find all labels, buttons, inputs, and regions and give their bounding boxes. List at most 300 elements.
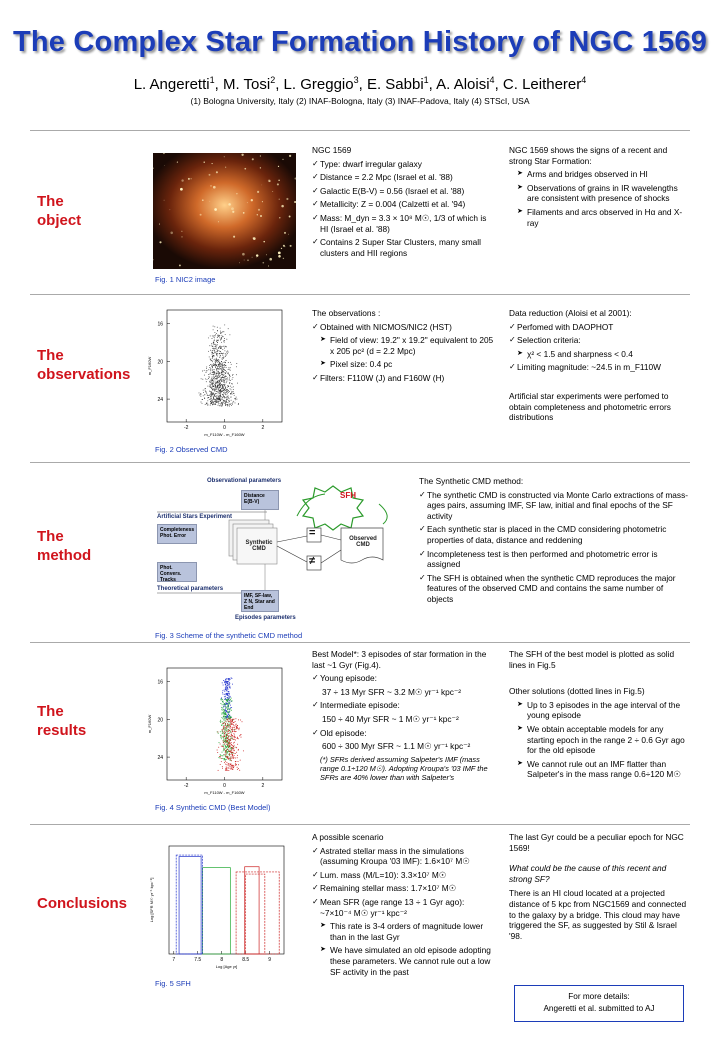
synthetic-cmd-point: [231, 738, 232, 739]
synthetic-cmd-point: [238, 729, 239, 730]
cmd-point: [224, 364, 225, 365]
cmd-point: [212, 358, 213, 359]
cmd-point: [225, 362, 226, 363]
cmd-point: [228, 392, 229, 393]
cmd-point: [222, 365, 223, 366]
cmd-point: [216, 373, 217, 374]
synthetic-cmd-point: [230, 724, 231, 725]
cmd-point: [211, 360, 212, 361]
synthetic-cmd-point: [224, 718, 225, 719]
synthetic-cmd-point: [227, 718, 228, 719]
cmd-point: [214, 396, 215, 397]
synthetic-cmd-point: [232, 769, 233, 770]
cmd-point: [218, 388, 219, 389]
galaxy-star: [289, 155, 291, 157]
synthetic-cmd-point: [228, 699, 229, 700]
divider: [30, 130, 690, 131]
cmd-point: [235, 402, 236, 403]
cmd-point: [222, 377, 223, 378]
cmd-point: [229, 334, 230, 335]
synthetic-cmd-point: [240, 760, 241, 761]
synthetic-cmd-point: [226, 754, 227, 755]
cmd-point: [223, 388, 224, 389]
diagram-imf-box: IMF, SF-law, Z N, Star and End: [241, 590, 279, 612]
conclusions-p1: The last Gyr could be a peculiar epoch for NGC 1569!: [509, 832, 684, 853]
cmd-point: [229, 369, 230, 370]
cmd-point: [226, 346, 227, 347]
synthetic-cmd-point: [238, 750, 239, 751]
cmd-point: [218, 377, 219, 378]
divider: [30, 824, 690, 825]
cmd-point: [222, 394, 223, 395]
cmd-point: [231, 364, 232, 365]
cmd-point: [221, 379, 222, 380]
observed-cmd-frame: [167, 310, 282, 422]
cmd-point: [213, 356, 214, 357]
synthetic-cmd-point: [232, 727, 233, 728]
synthetic-cmd-point: [230, 722, 231, 723]
galaxy-star: [257, 191, 259, 193]
cmd-point: [211, 360, 212, 361]
synthetic-cmd-point: [227, 701, 228, 702]
cmd-point: [217, 385, 218, 386]
synthetic-cmd-plot: [145, 660, 290, 800]
cmd-point: [225, 353, 226, 354]
cmd-point: [222, 357, 223, 358]
cmd-point: [218, 366, 219, 367]
synthetic-cmd-point: [231, 765, 232, 766]
synthetic-cmd-point: [230, 727, 231, 728]
cmd-point: [215, 382, 216, 383]
cmd-point: [224, 393, 225, 394]
galaxy-star: [209, 201, 210, 202]
synthetic-cmd-point: [224, 691, 225, 692]
cmd-point: [227, 373, 228, 374]
synthetic-cmd-point: [226, 693, 227, 694]
synthetic-cmd-point: [229, 698, 230, 699]
synthetic-cmd-point: [222, 736, 223, 737]
sfh-x-tick-label: 8: [220, 957, 224, 963]
cmd-point: [232, 404, 233, 405]
scenario-item: ✓ Mean SFR (age range 13 ÷ 1 Gyr ago): ~7×10⁻⁴ M☉ yr⁻¹ kpc⁻²: [312, 897, 498, 918]
cmd-point: [210, 385, 211, 386]
synthetic-cmd-point: [227, 723, 228, 724]
synthetic-cmd-point: [237, 744, 238, 745]
cmd-point: [223, 368, 224, 369]
synthetic-cmd-point: [237, 755, 238, 756]
cmd-point: [226, 381, 227, 382]
synthetic-cmd-point: [225, 705, 226, 706]
synthetic-cmd-point: [222, 724, 223, 725]
cmd-point: [216, 383, 217, 384]
cmd-point: [220, 404, 221, 405]
synthetic-cmd-point: [223, 728, 224, 729]
synthetic-cmd-point: [224, 741, 225, 742]
synthetic-cmd-point: [220, 720, 221, 721]
galaxy-star: [164, 200, 165, 201]
cmd-point: [229, 398, 230, 399]
observations-col2-tail: Artificial star experiments were perfomed to obtain completeness and photometric errors distributions: [509, 390, 671, 423]
cmd-point: [214, 365, 215, 366]
galaxy-star: [257, 214, 258, 215]
cmd-point: [202, 379, 203, 380]
synthetic-cmd-point: [239, 735, 240, 736]
cmd-point: [216, 369, 217, 370]
cmd-point: [227, 398, 228, 399]
cmd-point: [210, 373, 211, 374]
synthetic-cmd-point: [229, 680, 230, 681]
cmd-point: [200, 396, 201, 397]
synthetic-cmd-point: [229, 724, 230, 725]
cmd-point: [218, 398, 219, 399]
synthetic-cmd-point: [225, 764, 226, 765]
cmd-point: [225, 390, 226, 391]
cmd-point: [199, 395, 200, 396]
cmd-point: [220, 356, 221, 357]
cmd-point: [218, 365, 219, 366]
galaxy-star: [233, 236, 235, 238]
cmd-point: [212, 366, 213, 367]
cmd-point: [215, 401, 216, 402]
cmd-point: [231, 387, 232, 388]
synthetic-cmd-point: [234, 736, 235, 737]
synthetic-cmd-point: [230, 740, 231, 741]
galaxy-star: [170, 232, 173, 235]
cmd-point: [219, 362, 220, 363]
synthetic-cmd-point: [225, 729, 226, 730]
cmd-point: [206, 403, 207, 404]
cmd-point: [206, 393, 207, 394]
cmd-point: [236, 397, 237, 398]
cmd-point: [216, 382, 217, 383]
synthetic-cmd-point: [224, 736, 225, 737]
conclusions-col1-head: A possible scenario: [312, 832, 384, 842]
synthetic-cmd-point: [228, 678, 229, 679]
cmd-point: [222, 331, 223, 332]
reduction-item: ✓ Limiting magnitude: ~24.5 in m_F110W: [509, 362, 689, 373]
synthetic-cmd-point: [226, 734, 227, 735]
cmd-point: [217, 377, 218, 378]
cmd-point: [206, 381, 207, 382]
cmd-point: [218, 374, 219, 375]
cmd-point: [211, 384, 212, 385]
cmd-point: [213, 326, 214, 327]
synthetic-cmd-point: [222, 758, 223, 759]
synthetic-cmd-point: [231, 749, 232, 750]
cmd-point: [229, 375, 230, 376]
divider: [30, 294, 690, 295]
galaxy-star: [209, 174, 211, 176]
cmd-point: [232, 377, 233, 378]
synthetic-cmd-point: [224, 759, 225, 760]
cmd-point: [212, 350, 213, 351]
cmd-point: [227, 405, 228, 406]
cmd-point: [225, 405, 226, 406]
synthetic-cmd-point: [232, 730, 233, 731]
cmd-point: [217, 349, 218, 350]
synthetic-cmd-point: [229, 716, 230, 717]
synthetic-cmd-point: [223, 735, 224, 736]
synthetic-cmd-point: [227, 753, 228, 754]
synthetic-cmd-point: [223, 742, 224, 743]
cmd-point: [215, 386, 216, 387]
cmd-point: [202, 371, 203, 372]
cmd-point: [214, 398, 215, 399]
cmd-point: [226, 389, 227, 390]
synthetic-cmd-point: [223, 744, 224, 745]
cmd-point: [221, 365, 222, 366]
synthetic-cmd-point: [229, 739, 230, 740]
synthetic-cmd-point: [228, 724, 229, 725]
cmd-point: [218, 371, 219, 372]
episode-item: ✓ Young episode:: [312, 673, 500, 684]
synthetic-cmd-point: [226, 731, 227, 732]
cmd-point: [203, 395, 204, 396]
results-col2-head: The SFH of the best model is plotted as solid lines in Fig.5: [509, 649, 675, 670]
cmd-point: [230, 367, 231, 368]
synthetic-cmd-point: [234, 742, 235, 743]
details-line1: For more details:: [568, 992, 630, 1001]
cmd-point: [201, 378, 202, 379]
cmd-point: [217, 342, 218, 343]
synthetic-cmd-point: [223, 719, 224, 720]
synthetic-cmd-point: [226, 740, 227, 741]
cmd-point: [224, 401, 225, 402]
diagram-observed-cmd: Observed CMD: [349, 536, 377, 548]
observed-cmd-plot: [145, 302, 290, 442]
cmd-point: [229, 391, 230, 392]
synthetic-cmd-point: [225, 738, 226, 739]
galaxy-star: [180, 188, 183, 191]
cmd-point: [227, 353, 228, 354]
cmd-point: [216, 340, 217, 341]
cmd-point: [229, 404, 230, 405]
cmd-point: [230, 393, 231, 394]
synthetic-cmd-point: [234, 745, 235, 746]
synthetic-cmd-point: [224, 725, 225, 726]
synthetic-cmd-point: [226, 716, 227, 717]
cmd-point: [211, 393, 212, 394]
galaxy-star: [213, 186, 216, 189]
synthetic-cmd-point: [226, 735, 227, 736]
cmd-point: [223, 392, 224, 393]
synthetic-cmd-point: [233, 752, 234, 753]
synthetic-cmd-point: [218, 770, 219, 771]
method-item: ✓ Incompleteness test is then performed and photometric error is assigned: [419, 549, 691, 570]
synthetic-cmd-point: [231, 752, 232, 753]
cmd-point: [212, 364, 213, 365]
cmd-point: [231, 389, 232, 390]
cmd-point: [222, 364, 223, 365]
cmd-point: [232, 394, 233, 395]
synthetic-cmd-point: [226, 739, 227, 740]
method-diagram: [157, 476, 407, 624]
synthetic-cmd-point: [225, 716, 226, 717]
cmd-point: [230, 380, 231, 381]
cmd-point: [206, 370, 207, 371]
cmd-point: [224, 350, 225, 351]
cmd-point: [231, 383, 232, 384]
cmd-point: [211, 394, 212, 395]
cmd-point: [215, 365, 216, 366]
cmd-point: [208, 374, 209, 375]
synthetic-cmd-point: [235, 729, 236, 730]
synthetic-cmd-point: [237, 738, 238, 739]
synthetic-cmd-point: [232, 739, 233, 740]
synthetic-cmd-point: [230, 759, 231, 760]
synthetic-cmd-point: [231, 677, 232, 678]
cmd-point: [223, 400, 224, 401]
cmd-point: [227, 390, 228, 391]
cmd-point: [225, 397, 226, 398]
cmd-point: [214, 374, 215, 375]
cmd-point: [224, 396, 225, 397]
synthetic-cmd-point: [240, 720, 241, 721]
cmd-point: [214, 337, 215, 338]
y-axis-label: m_F160W: [147, 714, 152, 734]
cmd-point: [208, 397, 209, 398]
cmd-point: [215, 403, 216, 404]
synthetic-cmd-point: [226, 714, 227, 715]
synthetic-cmd-point: [229, 711, 230, 712]
poster-title: The Complex Star Formation History of NGC 1569: [12, 26, 708, 58]
observations-col2: [509, 308, 689, 426]
cmd-point: [216, 348, 217, 349]
cmd-point: [214, 352, 215, 353]
synthetic-cmd-point: [225, 710, 226, 711]
galaxy-star: [200, 214, 202, 216]
galaxy-star: [272, 191, 273, 192]
synthetic-cmd-point: [227, 731, 228, 732]
cmd-point: [225, 360, 226, 361]
synthetic-cmd-point: [227, 689, 228, 690]
synthetic-cmd-point: [225, 708, 226, 709]
synthetic-cmd-point: [222, 752, 223, 753]
synthetic-cmd-point: [227, 700, 228, 701]
cmd-point: [218, 392, 219, 393]
cmd-point: [212, 379, 213, 380]
synthetic-cmd-point: [223, 737, 224, 738]
section-title-results: The results: [37, 703, 87, 739]
cmd-point: [228, 395, 229, 396]
sfh-plot: [145, 836, 290, 976]
synthetic-cmd-point: [224, 706, 225, 707]
synthetic-cmd-point: [224, 711, 225, 712]
synthetic-cmd-point: [226, 759, 227, 760]
synthetic-cmd-point: [237, 727, 238, 728]
cmd-point: [210, 403, 211, 404]
cmd-point: [226, 339, 227, 340]
reduction-item: ➤ χ² < 1.5 and sharpness < 0.4: [509, 349, 689, 360]
galaxy-star: [241, 154, 243, 156]
synthetic-cmd-point: [220, 736, 221, 737]
fig4-caption: Fig. 4 Synthetic CMD (Best Model): [155, 803, 271, 812]
synthetic-cmd-point: [218, 733, 219, 734]
cmd-point: [209, 399, 210, 400]
cmd-point: [216, 396, 217, 397]
synthetic-cmd-point: [238, 768, 239, 769]
cmd-point: [236, 374, 237, 375]
synthetic-cmd-point: [226, 762, 227, 763]
cmd-point: [230, 376, 231, 377]
section-title-method: The method: [37, 528, 92, 564]
cmd-point: [209, 374, 210, 375]
reduction-item: ✓ Perfomed with DAOPHOT: [509, 322, 689, 333]
synthetic-cmd-point: [233, 765, 234, 766]
synthetic-cmd-point: [236, 752, 237, 753]
cmd-point: [215, 360, 216, 361]
synthetic-cmd-point: [231, 767, 232, 768]
cmd-point: [234, 395, 235, 396]
galaxy-star: [284, 232, 286, 234]
cmd-point: [225, 356, 226, 357]
cmd-point: [228, 390, 229, 391]
cmd-point: [215, 383, 216, 384]
cmd-point: [212, 357, 213, 358]
cmd-point: [214, 371, 215, 372]
synthetic-cmd-point: [226, 718, 227, 719]
solution-item: ➤ We cannot rule out an IMF flatter than Salpeter's in the mass range 0.6÷120 M☉: [509, 759, 689, 780]
cmd-point: [210, 369, 211, 370]
cmd-point: [222, 349, 223, 350]
solution-item: ➤ We obtain acceptable models for any starting epoch in the range 2 ÷ 0.6 Gyr ago for the old episode: [509, 724, 689, 756]
object-fact: ✓ Mass: M_dyn = 3.3 × 10⁸ M☉, 1/3 of which is HI (Israel et al. '88): [312, 213, 494, 234]
cmd-point: [210, 386, 211, 387]
synthetic-cmd-point: [237, 737, 238, 738]
synthetic-cmd-point: [228, 714, 229, 715]
galaxy-star: [268, 266, 269, 267]
synthetic-cmd-point: [234, 750, 235, 751]
cmd-point: [204, 398, 205, 399]
cmd-point: [226, 391, 227, 392]
synthetic-cmd-point: [222, 692, 223, 693]
cmd-point: [214, 332, 215, 333]
cmd-point: [232, 379, 233, 380]
synthetic-cmd-point: [231, 748, 232, 749]
cmd-point: [224, 348, 225, 349]
cmd-point: [222, 385, 223, 386]
cmd-point: [225, 376, 226, 377]
cmd-point: [218, 396, 219, 397]
synthetic-cmd-point: [226, 711, 227, 712]
fig3-caption: Fig. 3 Scheme of the synthetic CMD method: [155, 631, 303, 640]
cmd-point: [204, 394, 205, 395]
sfh-x-tick-label: 7.5: [194, 957, 202, 963]
cmd-point: [221, 353, 222, 354]
cmd-point: [225, 404, 226, 405]
synthetic-cmd-point: [230, 716, 231, 717]
synthetic-cmd-point: [235, 747, 236, 748]
cmd-point: [210, 350, 211, 351]
cmd-point: [231, 405, 232, 406]
cmd-point: [216, 358, 217, 359]
cmd-point: [216, 361, 217, 362]
cmd-point: [205, 378, 206, 379]
cmd-point: [219, 376, 220, 377]
synthetic-cmd-point: [226, 719, 227, 720]
synthetic-cmd-point: [229, 683, 230, 684]
synthetic-cmd-point: [231, 754, 232, 755]
synthetic-cmd-point: [229, 723, 230, 724]
synthetic-cmd-point: [224, 704, 225, 705]
cmd-point: [218, 373, 219, 374]
synthetic-cmd-point: [232, 736, 233, 737]
synthetic-cmd-point: [227, 749, 228, 750]
cmd-point: [220, 394, 221, 395]
cmd-point: [216, 401, 217, 402]
episode-item: 150 ÷ 40 Myr SFR ~ 1 M☉ yr⁻¹ kpc⁻²: [322, 713, 459, 724]
synthetic-cmd-point: [228, 747, 229, 748]
